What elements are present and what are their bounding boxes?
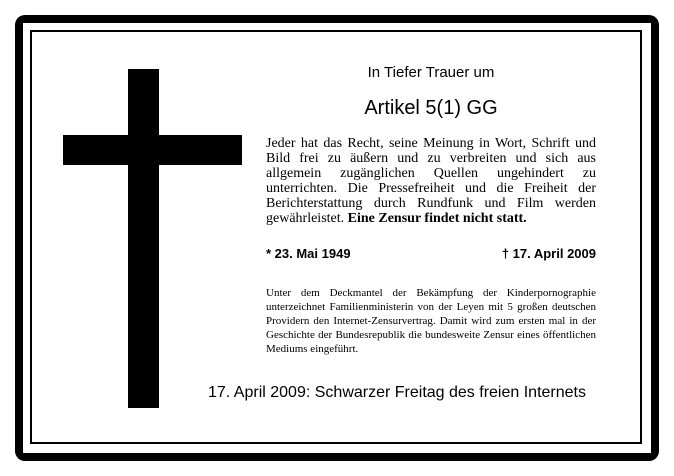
cross-horizontal-beam (63, 135, 242, 165)
death-date: † 17. April 2009 (501, 246, 596, 261)
law-text (266, 136, 596, 226)
law-text-bold: Eine Zensur findet nicht statt. (347, 211, 527, 226)
footer-line: 17. April 2009: Schwarzer Freitag des freien Internets (208, 384, 586, 401)
birth-date: * 23. Mai 1949 (266, 246, 351, 261)
law-text-body: Jeder hat das Recht, seine Meinung in Wort, Schrift und Bild frei zu äußern und zu verbreiten und sich aus allgemein zugänglichen Quellen ungehindert zu unterrichten. Die Pressefreiheit und die Freiheit der Berichterstattung durch Rundfunk und Film werden gewährleistet. (266, 136, 596, 226)
deceased-name: Artikel 5(1) GG (364, 97, 498, 119)
notice-body: Unter dem Deckmantel der Bekämpfung der Kinderpornographie unterzeichnet Familienministerin von der Leyen mit 5 großen deutschen Providern den Internet-Zensurvertrag. Damit wird zum ersten mal in der Geschichte der Bundesrepublik die bundesweite Zensur eines öffentlichen Mediums eingeführt. (266, 287, 596, 355)
mourning-border-inner (30, 30, 642, 444)
intro-heading: In Tiefer Trauer um (367, 64, 495, 81)
cross-vertical-beam (128, 69, 159, 408)
